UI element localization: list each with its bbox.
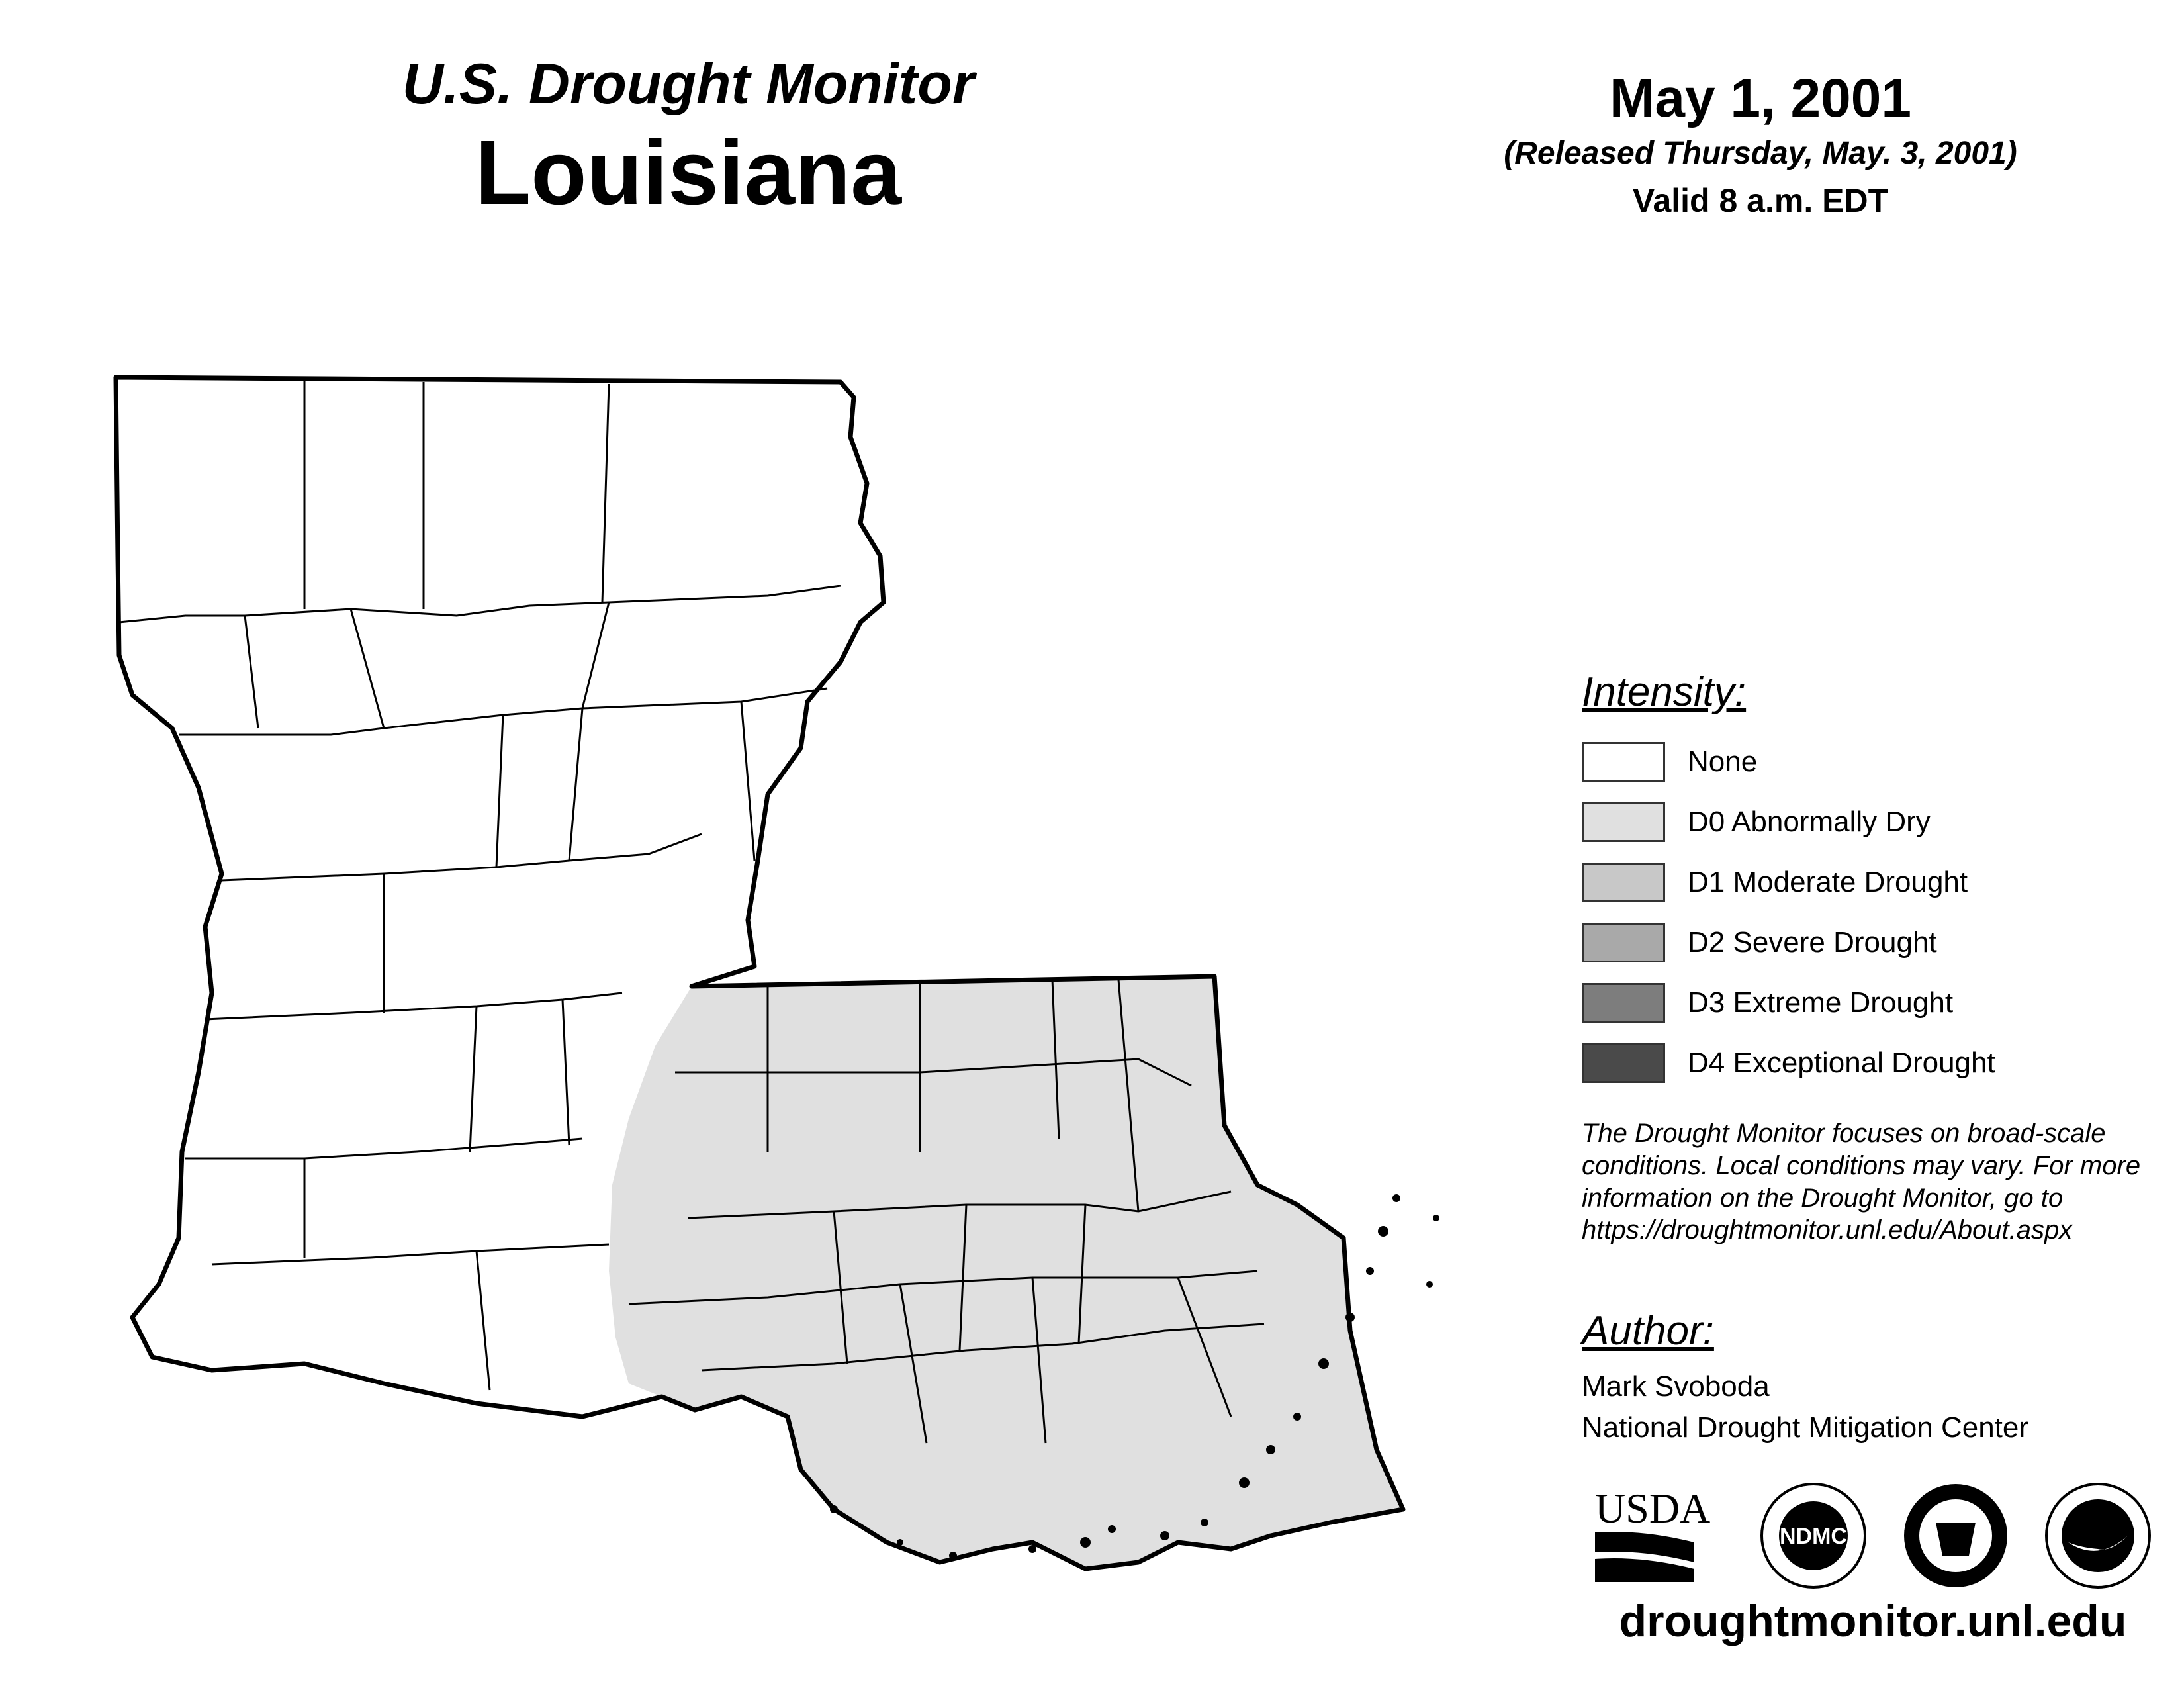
legend-swatch [1582, 802, 1665, 842]
legend-label: None [1688, 745, 1758, 778]
release-date: (Released Thursday, May. 3, 2001) [1504, 136, 2017, 171]
partner-logos [1588, 1470, 2171, 1602]
legend-swatch [1582, 983, 1665, 1023]
legend-label: D4 Exceptional Drought [1688, 1046, 1995, 1079]
legend-item-d0 [1582, 792, 2164, 852]
louisiana-map [106, 357, 1456, 1615]
header-dates [1443, 66, 2078, 226]
legend-swatch [1582, 923, 1665, 962]
legend-swatch [1582, 863, 1665, 902]
legend [1582, 669, 2164, 1093]
header-titles [199, 53, 1178, 230]
legend-item-d3 [1582, 972, 2164, 1033]
usda-logo-icon [1595, 1485, 1710, 1582]
author-name: Mark Svoboda [1582, 1370, 1770, 1403]
valid-time: Valid 8 a.m. EDT [1632, 181, 1889, 219]
noaa-logo-icon [2046, 1484, 2150, 1587]
legend-label: D2 Severe Drought [1688, 925, 1937, 959]
legend-swatch [1582, 1043, 1665, 1083]
legend-item-d2 [1582, 912, 2164, 972]
legend-title: Intensity: [1582, 669, 1747, 715]
svg-text:NDMC: NDMC [1780, 1524, 1847, 1549]
legend-swatch [1582, 742, 1665, 782]
d0-drought-region [609, 976, 1403, 1569]
legend-item-d1 [1582, 852, 2164, 912]
disclaimer-note: The Drought Monitor focuses on broad-scale conditions. Local conditions may vary. For more information on the Drought Monitor, go to https://droughtmonitor.unl.edu/About.aspx [1582, 1119, 2141, 1245]
website-url[interactable]: droughtmonitor.unl.edu [1619, 1596, 2127, 1646]
legend-item-d4 [1582, 1033, 2164, 1093]
ndmc-logo-icon [1762, 1484, 1865, 1587]
state-name: Louisiana [475, 121, 902, 224]
author-org: National Drought Mitigation Center [1582, 1411, 2029, 1444]
department-of-commerce-seal-icon [1904, 1484, 2007, 1587]
legend-label: D3 Extreme Drought [1688, 986, 1954, 1019]
author-block [1582, 1307, 2177, 1448]
svg-text:USDA: USDA [1595, 1485, 1711, 1532]
author-heading: Author: [1582, 1308, 1714, 1354]
legend-item-none [1582, 731, 2164, 792]
page-title: U.S. Drought Monitor [402, 52, 975, 116]
map-date: May 1, 2001 [1610, 68, 1911, 128]
legend-label: D0 Abnormally Dry [1688, 805, 1931, 838]
legend-label: D1 Moderate Drought [1688, 865, 1968, 898]
